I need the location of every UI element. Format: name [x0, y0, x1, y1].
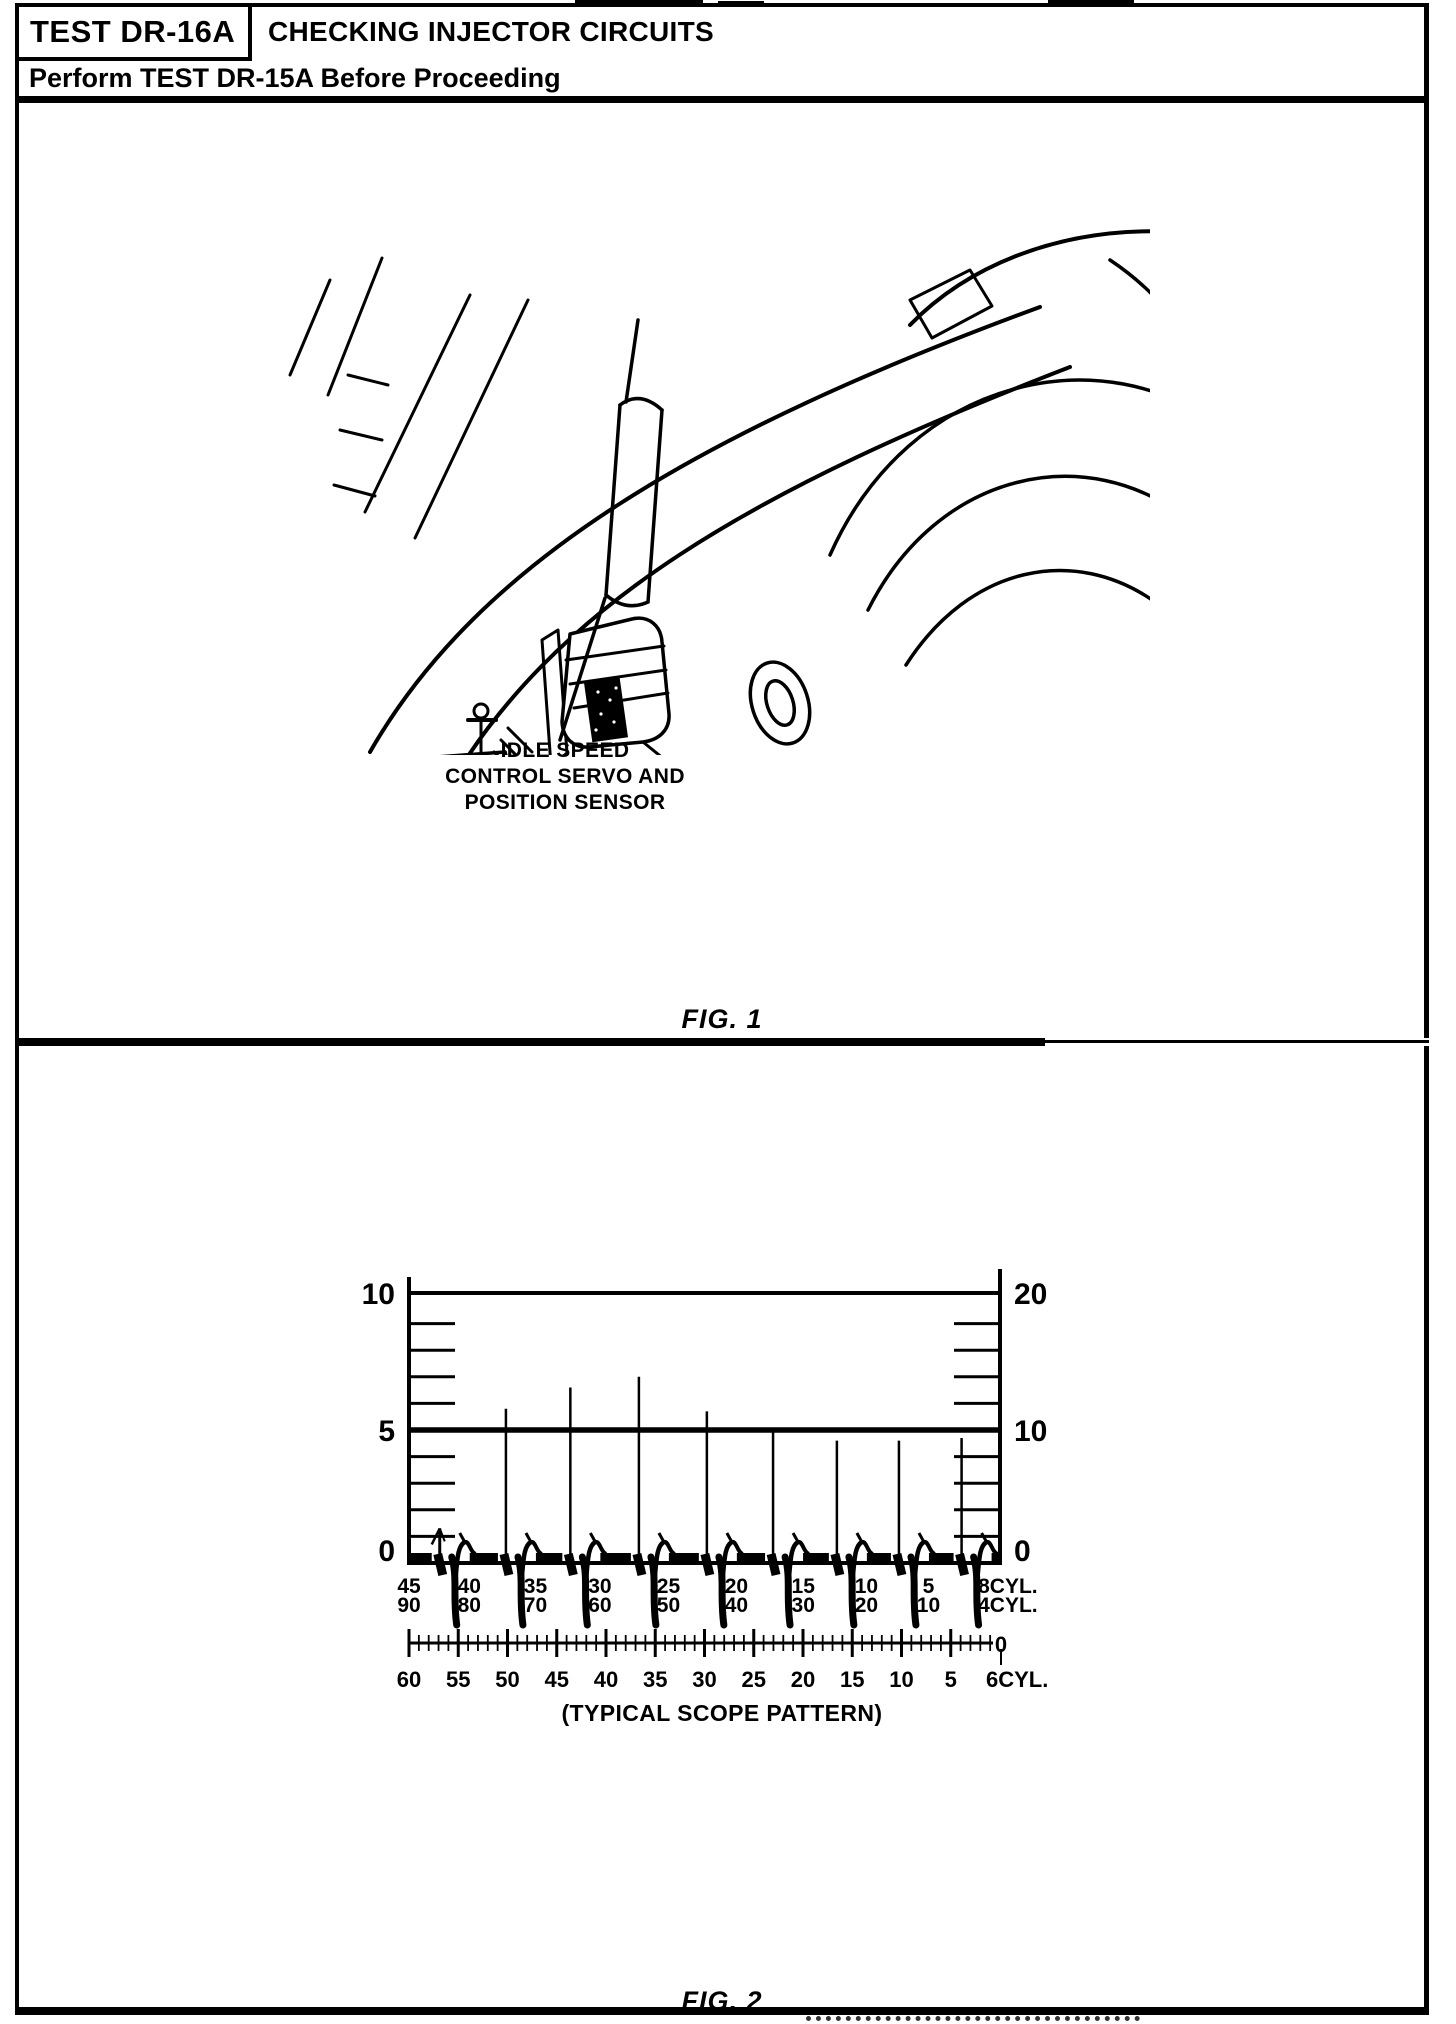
svg-text:10: 10 [361, 1278, 395, 1311]
svg-text:25: 25 [741, 1667, 766, 1692]
svg-text:5: 5 [922, 1575, 935, 1598]
svg-text:60: 60 [588, 1594, 612, 1617]
svg-text:50: 50 [656, 1594, 681, 1617]
svg-text:35: 35 [523, 1575, 548, 1598]
fig1-label-line3: POSITION SENSOR [464, 791, 666, 814]
svg-text:55: 55 [446, 1667, 471, 1692]
svg-text:4CYL.: 4CYL. [978, 1594, 1038, 1617]
svg-text:20: 20 [1014, 1278, 1048, 1311]
svg-text:30: 30 [588, 1575, 612, 1598]
test-id-label: TEST DR-16A [30, 14, 236, 49]
svg-text:10: 10 [916, 1594, 941, 1617]
svg-text:20: 20 [790, 1667, 816, 1692]
svg-text:15: 15 [840, 1667, 865, 1692]
svg-text:20: 20 [724, 1575, 749, 1598]
svg-text:25: 25 [656, 1575, 681, 1598]
svg-text:0: 0 [994, 1632, 1008, 1657]
engine-illustration-svg [270, 140, 1150, 755]
svg-text:15: 15 [791, 1575, 815, 1598]
test-id-box [15, 3, 252, 61]
svg-text:6CYL.: 6CYL. [986, 1667, 1049, 1692]
scan-artifact [575, 0, 703, 5]
fig1-label [385, 738, 745, 816]
svg-text:30: 30 [692, 1667, 717, 1692]
svg-text:90: 90 [397, 1594, 421, 1617]
svg-text:30: 30 [791, 1594, 815, 1617]
svg-text:80: 80 [457, 1594, 481, 1617]
svg-text:35: 35 [643, 1667, 668, 1692]
svg-text:10: 10 [889, 1667, 914, 1692]
svg-text:8CYL.: 8CYL. [978, 1575, 1038, 1598]
scan-artifact [718, 1, 764, 4]
scope-subcaption: (TYPICAL SCOPE PATTERN) [561, 1700, 883, 1726]
svg-text:40: 40 [457, 1575, 481, 1598]
svg-text:40: 40 [724, 1594, 749, 1617]
subtitle-text: Perform TEST DR-15A Before Proceeding [29, 62, 561, 93]
scope-pattern-svg [340, 1268, 1100, 1700]
svg-text:40: 40 [593, 1667, 619, 1692]
bracket [606, 320, 662, 606]
svg-text:5: 5 [378, 1415, 395, 1448]
idle-servo [542, 618, 740, 755]
svg-text:50: 50 [495, 1667, 520, 1692]
page-title: CHECKING INJECTOR CIRCUITS [268, 16, 714, 47]
scan-artifact [806, 2016, 1140, 2021]
fig1-label-line1: IDLE SPEED [500, 739, 630, 762]
svg-text:70: 70 [523, 1594, 548, 1617]
svg-text:45: 45 [397, 1575, 421, 1598]
svg-text:5: 5 [944, 1667, 957, 1692]
scan-artifact [1048, 0, 1134, 4]
throttle-lever-hole [730, 654, 852, 755]
fig1-caption: FIG. 1 [681, 1004, 763, 1034]
subtitle-bar [15, 60, 1429, 103]
fig2-caption: FIG. 2 [681, 1986, 763, 2016]
main-hose [370, 307, 1070, 755]
svg-text:0: 0 [378, 1535, 395, 1568]
svg-text:60: 60 [396, 1667, 422, 1692]
upper-left-ribs [290, 258, 528, 538]
panel-divider [15, 1038, 1045, 1046]
svg-text:10: 10 [1014, 1415, 1048, 1448]
svg-text:20: 20 [854, 1594, 879, 1617]
fig1-label-line2: CONTROL SERVO AND [445, 765, 685, 788]
svg-text:10: 10 [854, 1575, 879, 1598]
svg-text:45: 45 [544, 1667, 569, 1692]
panel-divider-thin [1041, 1040, 1429, 1043]
svg-text:0: 0 [1014, 1535, 1031, 1568]
